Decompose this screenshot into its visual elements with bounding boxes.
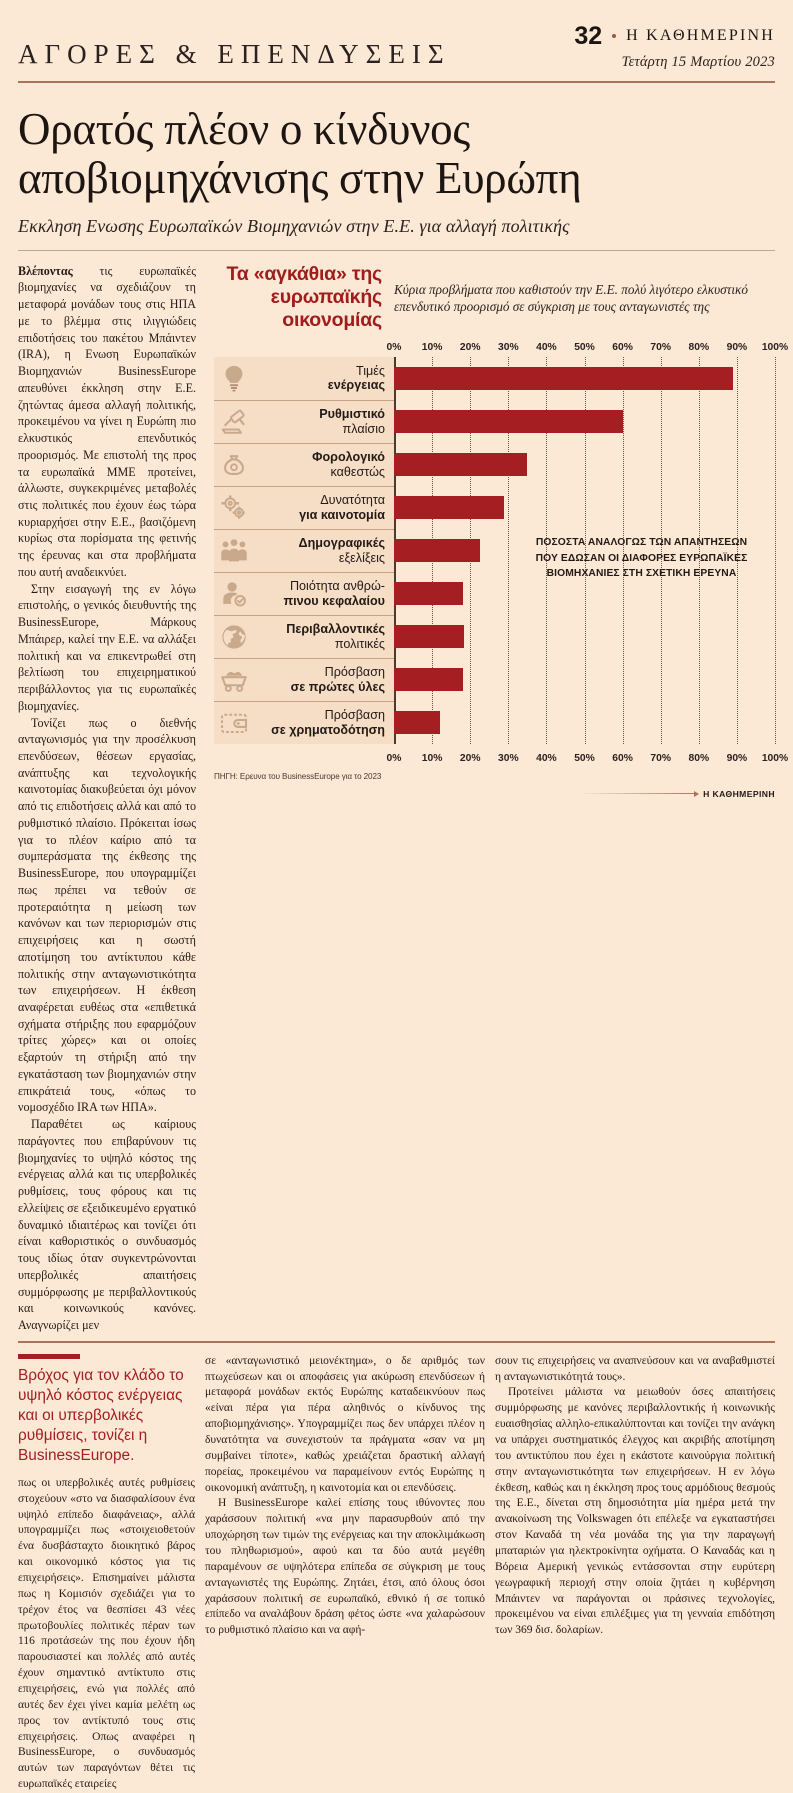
wallet-icon bbox=[214, 701, 254, 744]
masthead bbox=[18, 0, 775, 72]
x-tick-label: 0% bbox=[386, 341, 402, 353]
chart-bar-cell bbox=[394, 658, 775, 701]
paragraph-lead bbox=[18, 263, 196, 581]
chart-row bbox=[214, 658, 775, 701]
main-content bbox=[18, 262, 789, 1334]
chart-subtitle: Κύρια προβλήματα που καθιστούν την Ε.Ε. πολύ λιγότερο ελκυστικό επενδυτικό προορισμό σε σύγκριση με τους ανταγωνιστές της bbox=[394, 281, 748, 315]
article-subheadline: Εκκληση Ενωσης Ευρωπαϊκών Βιομηχανιών στην Ε.Ε. για αλλαγή πολιτικής bbox=[18, 215, 570, 236]
bullet-dot-icon bbox=[612, 34, 616, 38]
chart-category-label bbox=[254, 572, 394, 615]
category-label-text: Ρυθμιστικό πλαίσιο bbox=[319, 407, 385, 436]
chart-category-label bbox=[254, 658, 394, 701]
article-column-3 bbox=[205, 1354, 485, 1793]
chart-category-label bbox=[254, 443, 394, 486]
chart-category-label bbox=[254, 486, 394, 529]
chart-row bbox=[214, 443, 775, 486]
x-tick-label: 30% bbox=[497, 752, 519, 764]
chart-bar-cell bbox=[394, 357, 775, 400]
chart-axis-top bbox=[214, 341, 789, 357]
chart-category-label bbox=[254, 357, 394, 400]
chart-row bbox=[214, 701, 775, 744]
globe-icon bbox=[214, 615, 254, 658]
category-label-text: Δυνατότητα για καινοτομία bbox=[299, 493, 385, 522]
x-tick-label: 40% bbox=[536, 752, 557, 764]
money-bag-icon bbox=[214, 443, 254, 486]
pullquote: Βρόχος για τον κλάδο το υψηλό κόστος ενέργειας και οι υπερβολικές ρυθμίσεις, τονίζει η BusinessEurope. bbox=[18, 1366, 184, 1464]
article-column-2 bbox=[18, 1354, 195, 1793]
x-tick-label: 80% bbox=[688, 341, 710, 353]
x-tick-label: 30% bbox=[497, 341, 519, 353]
infographic bbox=[206, 262, 789, 1334]
paper-name: Η ΚΑΘΗΜΕΡΙΝΗ bbox=[626, 27, 775, 45]
x-tick-label: 90% bbox=[726, 752, 748, 764]
x-tick-label: 90% bbox=[726, 341, 748, 353]
x-tick-label: 0% bbox=[386, 752, 402, 764]
paragraph: πως οι υπερβολικές αυτές ρυθμίσεις στοχεύουν «στο να διασφαλίσουν ένα υψηλό επίπεδο διαφάνειας», αλλά υπογραμμίζει πως «στοιχειοθετούν ένα δυσβάσταχτο διοικητικό βάρος και οικονομικό κόστος για τις επιχειρήσεις». Επισημαίνει μάλιστα πως η Κομισιόν σχεδιάζει για το τρέχον έτος να θεσπίσει 43 νέες πρωτοβουλίες πολιτικές πέραν των 116 προτάσεών της που έχουν ήδη παρουσιαστεί και πολλές από αυτές έχουν σημαντικό αντίκτυπο στις επιχειρήσεις, ενώ για πολλές από αυτές δεν έχει γίνει καμία μελέτη ως προς τον αντίκτυπό τους στις επιχειρήσεις. Οπως αναφέρει η BusinessEurope, ο συνδυασμός αυτών των παραγόντων θέτει τις ευρωπαϊκές εταιρείες bbox=[18, 1476, 195, 1791]
x-tick-label: 70% bbox=[650, 752, 671, 764]
lower-columns bbox=[18, 1354, 775, 1793]
chart-bar bbox=[394, 668, 463, 691]
paragraph: σε «ανταγωνιστικό μειονέκτημα», ο δε αριθμός των πτωχεύσεων και οι αποφάσεις για ακύρωση επενδύσεων ή μεταφορά μονάδων εκτός Ευρώπης καταδεικνύουν πως «είναι πέρα για πέρα αληθινός ο κίνδυνος της αποβιομηχάνισης». Υπογραμμίζει πως δεν υπάρχει πλέον η δυνατότητα να συνεχιστούν τα πράγματα «σαν να μη συμβαίνει τίποτε», καθώς χρειάζεται δραστική αλλαγή πορείας, προκειμένου να παραμείνουν εντός Ευρώπης η οικονομική ανάπτυξη, η καινοτομία και οι επενδύσεις. bbox=[205, 1354, 485, 1494]
chart-annotation: ΠΟΣΟΣΤΑ ΑΝΑΛΟΓΩΣ ΤΩΝ ΑΠΑΝΤΗΣΕΩΝ ΠΟΥ ΕΔΩΣΑΝ ΟΙ ΔΙΑΦΟΡΕΣ ΕΥΡΩΠΑΪΚΕΣ ΒΙΟΜΗΧΑΝΙΕΣ ΣΤΗ ΣΧΕΤΙΚΗ ΕΡΕΥΝΑ bbox=[535, 536, 748, 580]
chart-row bbox=[214, 486, 775, 529]
category-label-text: Πρόσβαση σε πρώτες ύλες bbox=[290, 665, 385, 694]
x-tick-label: 40% bbox=[536, 341, 557, 353]
category-label-text: Φορολογικό καθεστώς bbox=[312, 450, 385, 479]
lightbulb-icon bbox=[214, 357, 254, 400]
credit-label: Η ΚΑΘΗΜΕΡΙΝΗ bbox=[703, 788, 775, 799]
chart-bar-cell bbox=[394, 701, 775, 744]
chart-row bbox=[214, 357, 775, 400]
x-tick-label: 50% bbox=[574, 752, 595, 764]
x-axis-ticks-bottom bbox=[386, 752, 789, 768]
article-column-1 bbox=[18, 263, 206, 1334]
x-tick-label: 10% bbox=[421, 341, 443, 353]
arrow-icon bbox=[578, 793, 698, 794]
article-column-4 bbox=[495, 1354, 775, 1793]
x-tick-label: 80% bbox=[688, 752, 710, 764]
paragraph: Στην εισαγωγή της εν λόγω επιστολής, ο γενικός διευθυντής της BusinessEurope, Μάρκους Μπάιρερ, καλεί την Ε.Ε. να αλλάξει πολιτική και να επικεντρωθεί στη βελτίωση του επιχειρηματικού περιβάλλοντος για τις ευρωπαϊκές βιομηχανίες. bbox=[18, 581, 196, 713]
x-tick-label: 20% bbox=[459, 752, 481, 764]
paragraph: Παραθέτει ως καίριους παράγοντες που επιβαρύνουν τις βιομηχανίες το υψηλό κόστος της ενέργειας αλλά και τις υπερβολικές ρυθμίσεις, τους φόρους και τις ελλείψεις σε εξειδικευμένο εργατικό δυναμικό ιδιαιτέρως και τονίζει ότι είναι καθοριστικός ο συνδυασμός τους ιδίως όταν συγκεντρώνονται υπερβολικές απαιτήσεις συμμόρφωσης με περιβαλλοντικούς και κοινωνικούς κανόνες. Αναγνωρίζει μεν bbox=[18, 1117, 196, 1332]
chart-bar-cell bbox=[394, 615, 775, 658]
infographic-header bbox=[214, 263, 775, 333]
chart-bar-cell bbox=[394, 400, 775, 443]
chart-bar bbox=[394, 539, 480, 562]
chart-source: ΠΗΓΗ: Ερευνα του BusinessEurope για το 2023 bbox=[214, 771, 382, 781]
chart-bar bbox=[394, 367, 733, 390]
headline-line-2: αποβιομηχάνισης στην Ευρώπη bbox=[18, 152, 582, 203]
chart-category-label bbox=[254, 529, 394, 572]
chart-category-label bbox=[254, 615, 394, 658]
paragraph: σουν τις επιχειρήσεις να αναπνεύσουν και να αναβαθμιστεί η ανταγωνιστικότητά τους». bbox=[495, 1354, 775, 1383]
chart-category-label bbox=[254, 400, 394, 443]
chart-bar bbox=[394, 496, 504, 519]
gavel-icon bbox=[214, 400, 254, 443]
masthead-right bbox=[574, 22, 775, 72]
page-number: 32 bbox=[574, 22, 603, 50]
lead-rest: τις ευρωπαϊκές βιομηχανίες να σχεδιάζουν τη μεταφορά μονάδων τους στις ΗΠΑ με το βλέμμα στις ιλιγγιώδεις επιδοτήσεις του πακέτου Μπάιντεν (IRA), η Ενωση Ευρωπαϊκών Βιομηχανιών BusinessEurope απευθύνει έκκληση στην Ε.Ε. ζητώντας άμεσα αλλαγή πολιτικής, προκειμένου να γίνει η Ευρώπη πιο ελκυστικός επενδυτικός προορισμός. Με επιστολή της προς τα ευρωπαϊκά ΜΜΕ προτείνει, άλλωστε, συγκεκριμένες μεταβολές στις πολιτικές που έχουν έως τώρα κυριαρχήσει στην Ε.Ε., βασιζόμενη κυρίως στα πορίσματα της φετινής της έρευνας και στα προβλήματα που αυτή αναδεικνύει. bbox=[18, 263, 196, 579]
headline-line-1: Ορατός πλέον ο κίνδυνος bbox=[18, 104, 470, 155]
x-tick-label: 100% bbox=[761, 752, 789, 764]
x-tick-label: 20% bbox=[459, 341, 481, 353]
chart-title: Τα «αγκάθια» της ευρωπαϊκής οικονομίας bbox=[226, 262, 382, 332]
chart-row bbox=[214, 615, 775, 658]
x-tick-label: 60% bbox=[612, 341, 633, 353]
x-tick-label: 60% bbox=[612, 752, 633, 764]
chart-footer bbox=[214, 772, 775, 782]
chart-axis-bottom bbox=[214, 752, 789, 768]
section-title: ΑΓΟΡΕΣ & ΕΠΕΝΔΥΣΕΙΣ bbox=[18, 39, 451, 70]
paragraph: Προτείνει μάλιστα να μειωθούν όσες απαιτήσεις συμμόρφωσης με κανόνες περιβαλλοντικής ή κοινωνικής ευαισθησίας αλληλο-επικαλύπτονται και τονίζει την ανάγκη να υπάρχει συστηματικός έλεγχος και ακριβής αποτίμηση του αντικτύπου που έχει η εκάστοτε καινούργια πολιτική στην ανταγωνιστικότητα των επιχειρήσεων. Η εν λόγω έκθεση, καθώς και η έκκληση προς τους αρμόδιους θεσμούς της Ε.Ε., δίνεται στη δημοσιότητα μία ημέρα μετά την ανακοίνωση της Volkswagen ότι επέλεξε να εγκαταστήσει στον Καναδά τη νέα μονάδα της για την παραγωγή μπαταριών για ηλεκτροκίνητα οχήματα. Ο Καναδάς και η Βόρεια Αμερική γενικώς εντάσσονται στην ευρύτερη γεωγραφική περιοχή στην οποία ζητάει η κυβέρνηση Μπάιντεν να παράγονται οι πράσινες τεχνολογίες, προκειμένου να είναι επιλέξιμες για τη γενναία επιδότηση των 369 δισ. δολαρίων. bbox=[495, 1386, 775, 1637]
paragraph: Η BusinessEurope καλεί επίσης τους ιθύνοντες που χαράσσουν πολιτική «να μην παρασυρθούν από την υποχώρηση των τιμών της ενέργειας και την αποκλιμάκωση του πληθωρισμού», αφού και τα δύο αυτά μεγέθη παραμένουν σε υψηλότερα επίπεδα σε σύγκριση με τους ανταγωνιστές της Ευρώπης. Ζητάει, έτσι, από όλους όσοι χαράσσουν πολιτική σε ευρωπαϊκό, εθνικό ή σε τοπικό επίπεδο να αναλάβουν δράση φέτος ώστε «να χαλαρώσουν το ρυθμιστικό πλαίσιο και να αφή- bbox=[205, 1497, 485, 1637]
chart-row bbox=[214, 400, 775, 443]
pullquote-rule bbox=[18, 1354, 80, 1359]
chart-category-label bbox=[254, 701, 394, 744]
x-tick-label: 70% bbox=[650, 341, 671, 353]
chart-bar bbox=[394, 625, 464, 648]
article-headline bbox=[18, 105, 775, 201]
chart-bar bbox=[394, 410, 623, 433]
category-label-text: Τιμές ενέργειας bbox=[327, 363, 385, 393]
chart-plot-area bbox=[214, 357, 775, 744]
gridline bbox=[775, 357, 776, 744]
gears-icon bbox=[214, 486, 254, 529]
publication-date: Τετάρτη 15 Μαρτίου 2023 bbox=[621, 53, 775, 70]
chart-bar bbox=[394, 582, 463, 605]
lead-bold: Βλέποντας bbox=[18, 263, 73, 278]
x-tick-label: 50% bbox=[574, 341, 595, 353]
x-axis-ticks-top bbox=[386, 341, 789, 357]
subheadline-divider bbox=[18, 250, 775, 251]
chart-bar-cell bbox=[394, 443, 775, 486]
chart-credit bbox=[214, 789, 775, 799]
category-label-text: Δημογραφικές εξελίξεις bbox=[298, 536, 385, 565]
section-divider bbox=[18, 1341, 775, 1343]
chart-bar bbox=[394, 453, 527, 476]
people-icon bbox=[214, 529, 254, 572]
category-label-text: Ποιότητα ανθρώ- πινου κεφαλαίου bbox=[283, 579, 385, 608]
paragraph: Τονίζει πως ο διεθνής ανταγωνισμός για την προσέλκυση επενδύσεων, θέσεων εργασίας, ανάπτυξης και τεχνολογικής καινοτομίας διακυβεύεται όχι μόνον από τις επιδοτήσεις αλλά και από το ρυθμιστικό πλαίσιο. Πρόκειται ίσως για το πλέον καίριο από τα συμπεράσματα της έκθεσης της BusinessEurope, που υπογραμμίζει πως πρέπει να τεθούν σε προτεραιότητα η μείωση των κανόνων και των περιορισμών στις επιχειρήσεις και η σωστή αποτίμηση του αντίκτυπου κάθε πολιτικής στην ανταγωνιστικότητα των επιχειρήσεων. Η έκθεση αναφέρεται ευθέως στα «επιθετικά σχήματα στήριξης που εφαρμόζουν τρίτες χώρες» και οι οποίες εξαρτούν τη στήριξη από την εγκατάσταση των βιομηχανιών στην επικράτειά τους, «όπως το νομοσχέδιο IRA των ΗΠΑ». bbox=[18, 715, 196, 1115]
masthead-divider bbox=[18, 81, 775, 83]
person-check-icon bbox=[214, 572, 254, 615]
x-tick-label: 100% bbox=[761, 341, 789, 353]
category-label-text: Πρόσβαση σε χρηματοδότηση bbox=[271, 708, 385, 737]
chart-bar bbox=[394, 711, 440, 734]
x-tick-label: 10% bbox=[421, 752, 443, 764]
mine-cart-icon bbox=[214, 658, 254, 701]
category-label-text: Περιβαλλοντικές πολιτικές bbox=[286, 622, 385, 651]
chart-bar-cell bbox=[394, 486, 775, 529]
